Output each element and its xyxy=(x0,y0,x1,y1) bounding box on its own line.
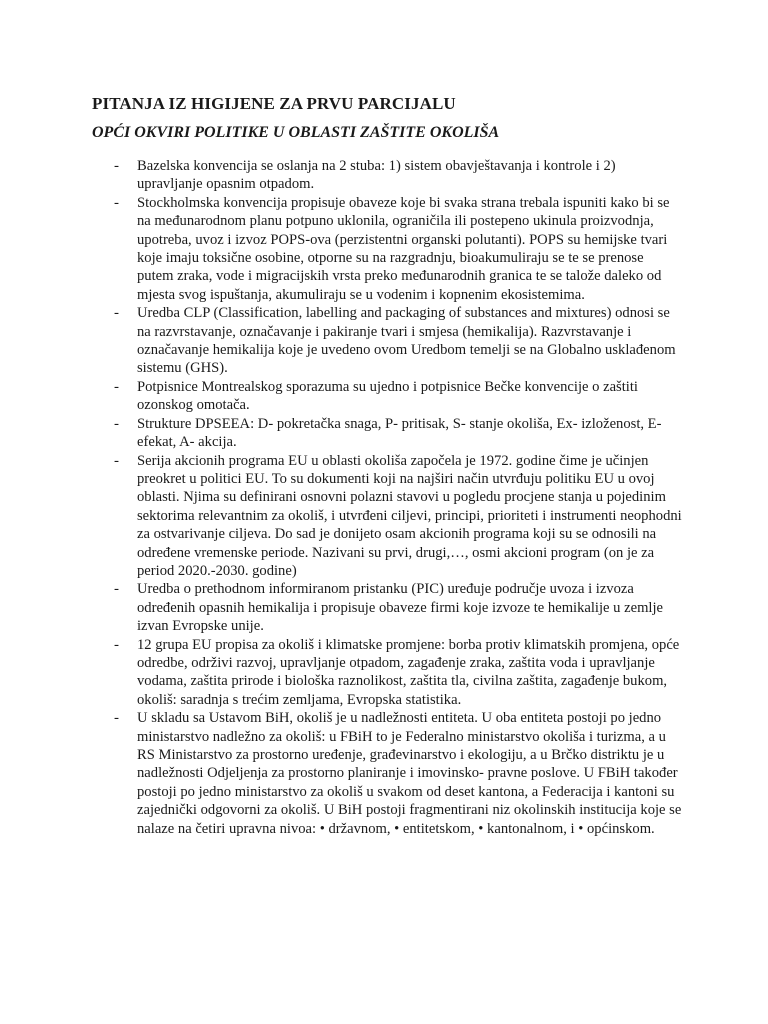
list-item-text: Serija akcionih programa EU u oblasti okoliša započela je 1972. godine čime je učinjen preokret u politici EU. To su dokumenti koji na najširi način utvrđuju politiku EU u ovoj oblasti. Njima su definirani osnovni polazni stavovi u pogledu procjene stanja u pojedinim sektorima relevantnim za okoliš, i utvrđeni ciljevi, principi, prioriteti i instrumenti neophodni za ostvarivanje ciljeva. Do sad je donijeto osam akcionih programa koji su se odnosili na određene vremenske periode. Nazivani su prvi, drugi,…, osmi akcioni program (on je za period 2020.-2030. godine) xyxy=(137,452,682,579)
section-heading: OPĆI OKVIRI POLITIKE U OBLASTI ZAŠTITE OKOLIŠA xyxy=(92,124,500,141)
list-item-text: Stockholmska konvencija propisuje obaveze koje bi svaka strana trebala ispuniti kako bi se na međunarodnom planu potpuno uklonila, ograničila ili postepeno ukinula proizvodnja, upotreba, uvoz i izvoz POPS-ova (perzistentni organski polutanti). POPS su hemijske tvari koje imaju toksične osobine, otporne su na razgradnju, bioakumuliraju se te se prenose putem zraka, vode i migracijskih vrsta preko međunarodnih granica te se talože daleko od mjesta svog ispuštanja, akumuliraju se u vodenim i kopnenim ekosistemima. xyxy=(137,194,670,303)
list-item-text: Strukture DPSEEA: D- pokretačka snaga, P- pritisak, S- stanje okoliša, Ex- izloženost, E- efekat, A- akcija. xyxy=(137,415,662,451)
list-item-text: Uredba o prethodnom informiranom pristanku (PIC) uređuje područje uvoza i izvoza određenih opasnih hemikalija i propisuje obaveze firmi koje izvoze te hemikalije u zemlje izvan Evropske unije. xyxy=(137,581,664,635)
list-item xyxy=(0,636,768,710)
list-item xyxy=(0,452,768,581)
list-item xyxy=(0,157,768,194)
dash-bullet-icon: - xyxy=(114,636,119,653)
dash-bullet-icon: - xyxy=(114,378,119,395)
list-item xyxy=(0,709,768,838)
list-item xyxy=(0,378,768,415)
list-item xyxy=(0,580,768,635)
dash-bullet-icon: - xyxy=(114,452,119,469)
dash-bullet-icon: - xyxy=(114,194,119,211)
bullet-list xyxy=(0,157,768,838)
list-item-text: Potpisnice Montrealskog sporazuma su ujedno i potpisnice Bečke konvencije o zaštiti ozonskog omotača. xyxy=(137,378,638,414)
dash-bullet-icon: - xyxy=(114,158,119,174)
dash-bullet-icon: - xyxy=(114,305,119,322)
document-title: PITANJA IZ HIGIJENE ZA PRVU PARCIJALU xyxy=(92,94,456,113)
dash-bullet-icon: - xyxy=(114,415,119,432)
list-item-text: 12 grupa EU propisa za okoliš i klimatske promjene: borba protiv klimatskih promjena, opće odredbe, održivi razvoj, upravljanje otpadom, zagađenje zraka, zaštita voda i upravljanje vodama, zaštita prirode i biološka raznolikost, zaštita tla, civilna zaštita, zagađenje bukom, okoliš: saradnja s trećim zemljama, Evropska statistika. xyxy=(137,636,680,708)
list-item xyxy=(0,194,768,304)
list-item-text: Bazelska konvencija se oslanja na 2 stuba: 1) sistem obavještavanja i kontrole i 2) upravljanje opasnim otpadom. xyxy=(137,158,616,193)
dash-bullet-icon: - xyxy=(114,710,119,727)
list-item xyxy=(0,304,768,378)
list-item xyxy=(0,415,768,452)
dash-bullet-icon: - xyxy=(114,581,119,598)
list-item-text: U skladu sa Ustavom BiH, okoliš je u nadležnosti entiteta. U oba entiteta postoji po jedno ministarstvo nadležno za okoliš: u FBiH to je Federalno ministarstvo okoliša i turizma, a u RS Ministarstvo za prostorno uređenje, građevinarstvo i ekologiju, a u Brčko distriktu je u nadležnosti Odjeljenja za prostorno planiranje i imovinsko- pravne poslove. U FBiH također postoji po jedno ministarstvo za okoliš u svakom od deset kantona, a Federacija i kantoni su zajednički odgovorni za okoliš. U BiH postoji fragmentirani niz okolinskih institucija koje se nalaze na četiri upravna nivoa: • državnom, • entitetskom, • kantonalnom, i • općinskom. xyxy=(137,710,682,837)
list-item-text: Uredba CLP (Classification, labelling and packaging of substances and mixtures) odnosi se na razvrstavanje, označavanje i pakiranje tvari i smjesa (hemikalija). Razvrstavanje i označavanje hemikalija koje je uvedeno ovom Uredbom temelji se na Globalno usklađenom sistemu (GHS). xyxy=(137,305,676,377)
